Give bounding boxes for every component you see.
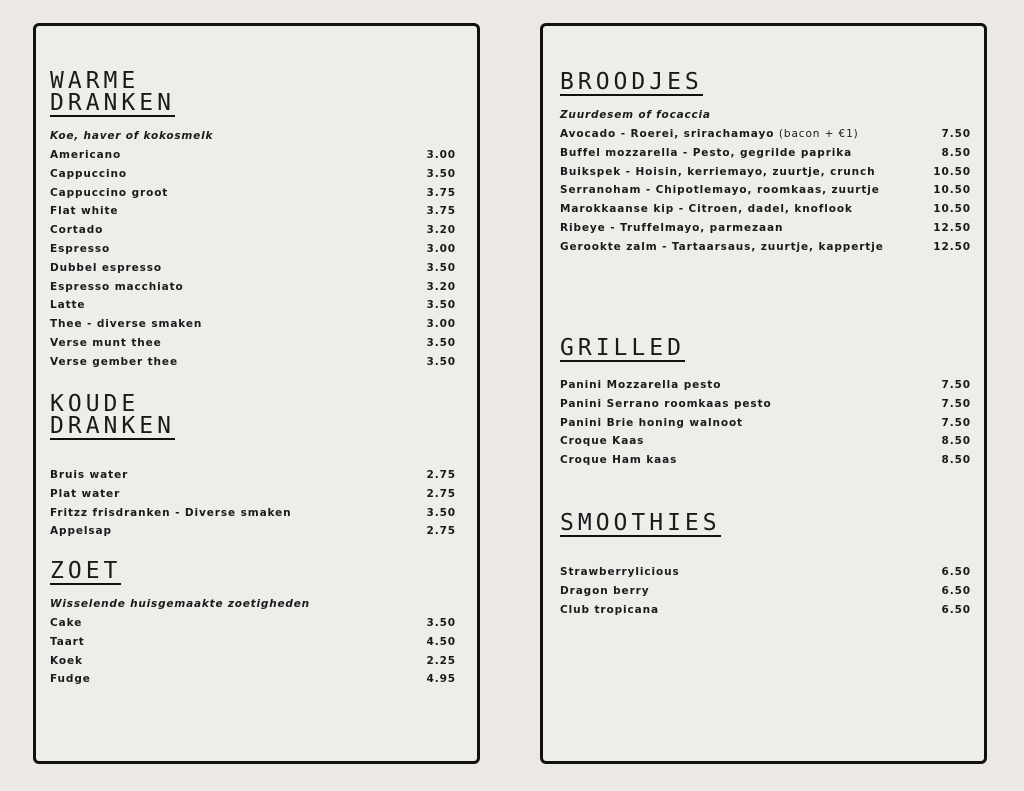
section-heading bbox=[560, 71, 703, 96]
item-name-text: Marokkaanse kip - Citroen, dadel, knoflook bbox=[560, 203, 853, 216]
item-name-text: Club tropicana bbox=[560, 603, 659, 616]
menu-item bbox=[50, 652, 456, 671]
item-price: 3.20 bbox=[426, 224, 456, 237]
item-name bbox=[560, 395, 772, 414]
section-koude-dranken bbox=[50, 393, 456, 541]
menu-item bbox=[50, 353, 456, 372]
item-price: 7.50 bbox=[941, 128, 971, 140]
item-name-text: Dubbel espresso bbox=[50, 261, 162, 274]
item-name bbox=[50, 278, 184, 297]
item-name bbox=[560, 414, 743, 433]
menu-item bbox=[560, 601, 971, 620]
menu-item bbox=[50, 240, 456, 259]
item-name bbox=[50, 504, 292, 523]
item-price: 6.50 bbox=[941, 584, 971, 597]
menu-item bbox=[50, 278, 456, 297]
item-name bbox=[50, 485, 120, 504]
item-name bbox=[560, 451, 677, 470]
item-name bbox=[50, 315, 202, 334]
item-name bbox=[560, 219, 783, 238]
item-name bbox=[560, 163, 876, 182]
item-name-text: Appelsap bbox=[50, 525, 112, 538]
item-name bbox=[50, 633, 85, 652]
item-price: 3.75 bbox=[426, 205, 456, 218]
menu-item bbox=[50, 146, 456, 165]
item-price: 3.00 bbox=[426, 318, 456, 331]
item-price: 7.50 bbox=[941, 379, 971, 391]
item-name-text: Gerookte zalm - Tartaarsaus, zuurtje, kappertje bbox=[560, 240, 884, 253]
menu-panel-right bbox=[540, 23, 987, 764]
item-name bbox=[50, 296, 85, 315]
item-name-text: Fritzz frisdranken - Diverse smaken bbox=[50, 506, 292, 519]
item-name-text: Strawberrylicious bbox=[560, 566, 680, 578]
menu-panel-left bbox=[33, 23, 480, 764]
menu-item bbox=[560, 219, 971, 238]
menu-item bbox=[560, 432, 971, 451]
menu-item bbox=[50, 221, 456, 240]
item-name bbox=[50, 466, 128, 485]
item-price: 12.50 bbox=[933, 221, 971, 234]
heading-line: ZOET bbox=[50, 558, 122, 584]
menu-item bbox=[50, 522, 456, 541]
menu-item bbox=[560, 125, 971, 144]
menu-item bbox=[50, 614, 456, 633]
section-zoet bbox=[50, 560, 456, 689]
menu-item bbox=[50, 165, 456, 184]
section-broodjes bbox=[560, 71, 971, 257]
item-list bbox=[560, 125, 971, 257]
item-price: 7.50 bbox=[941, 416, 971, 429]
item-name-text: Panini Brie honing walnoot bbox=[560, 416, 743, 429]
menu-item bbox=[50, 334, 456, 353]
item-price: 3.00 bbox=[426, 149, 456, 161]
item-name bbox=[50, 522, 112, 541]
item-name-text: Fudge bbox=[50, 673, 91, 686]
item-name bbox=[50, 146, 121, 165]
heading-line: DRANKEN bbox=[50, 413, 175, 439]
item-price: 3.75 bbox=[426, 186, 456, 199]
item-list bbox=[50, 146, 456, 372]
item-name-text: Avocado - Roerei, srirachamayo bbox=[560, 128, 775, 140]
section-subtitle: Koe, haver of kokosmelk bbox=[50, 130, 214, 142]
item-price: 4.50 bbox=[426, 635, 456, 648]
section-warme-dranken bbox=[50, 70, 456, 372]
item-name-text: Buffel mozzarella - Pesto, gegrilde paprika bbox=[560, 146, 853, 159]
section-smoothies bbox=[560, 512, 971, 619]
section-subtitle: Zuurdesem of focaccia bbox=[560, 109, 711, 121]
menu-item bbox=[50, 633, 456, 652]
heading-line: SMOOTHIES bbox=[560, 510, 721, 536]
item-price: 8.50 bbox=[941, 454, 971, 467]
item-price: 2.75 bbox=[426, 469, 456, 481]
item-price: 3.50 bbox=[426, 336, 456, 349]
menu-item bbox=[560, 582, 971, 601]
item-price: 3.50 bbox=[426, 355, 456, 368]
item-price: 10.50 bbox=[933, 203, 971, 216]
menu-item bbox=[560, 144, 971, 163]
item-name-text: Verse gember thee bbox=[50, 355, 178, 368]
section-heading bbox=[50, 70, 175, 117]
item-name-text: Americano bbox=[50, 149, 122, 161]
item-name bbox=[560, 144, 852, 163]
menu-item bbox=[560, 414, 971, 433]
section-heading bbox=[560, 337, 685, 362]
menu-item bbox=[50, 296, 456, 315]
menu-item bbox=[50, 259, 456, 278]
item-list bbox=[50, 614, 456, 689]
item-name-text: Croque Ham kaas bbox=[560, 454, 678, 467]
menu-item bbox=[50, 504, 456, 523]
item-list bbox=[50, 466, 456, 541]
item-name bbox=[560, 376, 721, 395]
item-price: 3.50 bbox=[426, 261, 456, 274]
item-name-text: Buikspek - Hoisin, kerriemayo, zuurtje, crunch bbox=[560, 165, 876, 178]
item-name-text: Croque Kaas bbox=[560, 435, 645, 448]
section-grilled bbox=[560, 337, 971, 470]
item-name-text: Plat water bbox=[50, 487, 121, 500]
item-name-text: Espresso macchiato bbox=[50, 280, 184, 293]
menu-item bbox=[50, 184, 456, 203]
item-name bbox=[50, 614, 82, 633]
item-price: 6.50 bbox=[941, 603, 971, 616]
item-price: 3.00 bbox=[426, 242, 456, 255]
item-name bbox=[560, 125, 859, 144]
item-name bbox=[50, 221, 103, 240]
item-name-text: Serranoham - Chipotlemayo, roomkaas, zuurtje bbox=[560, 184, 880, 197]
menu-item bbox=[560, 563, 971, 582]
item-name bbox=[50, 670, 91, 689]
section-heading bbox=[560, 512, 721, 537]
item-price: 10.50 bbox=[933, 165, 971, 178]
item-name-text: Panini Mozzarella pesto bbox=[560, 379, 722, 391]
heading-line: BROODJES bbox=[560, 69, 703, 95]
item-name bbox=[50, 259, 162, 278]
item-price: 3.50 bbox=[426, 167, 456, 180]
menu-item bbox=[560, 200, 971, 219]
menu-item bbox=[50, 485, 456, 504]
item-name-text: Taart bbox=[50, 635, 85, 648]
item-name-text: Flat white bbox=[50, 205, 119, 218]
item-name bbox=[560, 432, 644, 451]
menu-item bbox=[50, 466, 456, 485]
item-name bbox=[50, 353, 178, 372]
heading-line: GRILLED bbox=[560, 335, 685, 361]
item-price: 6.50 bbox=[941, 566, 971, 578]
item-name bbox=[560, 563, 680, 582]
heading-line: WARME bbox=[50, 68, 140, 94]
item-name bbox=[50, 184, 168, 203]
item-list bbox=[560, 376, 971, 470]
item-price: 12.50 bbox=[933, 240, 971, 253]
item-name-text: Koek bbox=[50, 654, 83, 667]
item-price: 7.50 bbox=[941, 397, 971, 410]
item-name-text: Cappuccino groot bbox=[50, 186, 169, 199]
menu-item bbox=[50, 670, 456, 689]
item-name-text: Espresso bbox=[50, 242, 111, 255]
menu-item bbox=[50, 202, 456, 221]
item-name-text: Bruis water bbox=[50, 469, 129, 481]
item-name-text: Cake bbox=[50, 617, 83, 629]
section-heading bbox=[50, 560, 121, 585]
item-name bbox=[50, 334, 162, 353]
item-price: 10.50 bbox=[933, 184, 971, 197]
item-name-text: Cappuccino bbox=[50, 167, 128, 180]
item-price: 8.50 bbox=[941, 435, 971, 448]
item-price: 3.50 bbox=[426, 299, 456, 312]
item-price: 8.50 bbox=[941, 146, 971, 159]
item-name bbox=[560, 601, 659, 620]
heading-line: KOUDE bbox=[50, 391, 140, 417]
item-note: (bacon + €1) bbox=[778, 128, 859, 140]
item-name bbox=[560, 582, 649, 601]
item-price: 3.20 bbox=[426, 280, 456, 293]
menu-item bbox=[560, 163, 971, 182]
heading-line: DRANKEN bbox=[50, 90, 175, 116]
item-name bbox=[50, 240, 110, 259]
item-price: 3.50 bbox=[426, 506, 456, 519]
item-price: 4.95 bbox=[426, 673, 456, 686]
item-name bbox=[50, 652, 83, 671]
item-name-text: Cortado bbox=[50, 224, 104, 237]
menu-item bbox=[560, 376, 971, 395]
item-name-text: Dragon berry bbox=[560, 584, 650, 597]
menu-item bbox=[560, 238, 971, 257]
item-name-text: Verse munt thee bbox=[50, 336, 162, 349]
item-price: 3.50 bbox=[426, 617, 456, 629]
item-name bbox=[560, 181, 880, 200]
item-name-text: Panini Serrano roomkaas pesto bbox=[560, 397, 772, 410]
section-heading bbox=[50, 393, 175, 440]
menu-item bbox=[560, 451, 971, 470]
item-price: 2.25 bbox=[426, 654, 456, 667]
menu-item bbox=[560, 181, 971, 200]
item-name bbox=[560, 238, 884, 257]
item-name-text: Thee - diverse smaken bbox=[50, 318, 203, 331]
menu-item bbox=[50, 315, 456, 334]
menu-item bbox=[560, 395, 971, 414]
item-name bbox=[50, 202, 118, 221]
item-list bbox=[560, 563, 971, 619]
item-name bbox=[50, 165, 127, 184]
section-subtitle: Wisselende huisgemaakte zoetigheden bbox=[50, 598, 310, 610]
item-name-text: Ribeye - Truffelmayo, parmezaan bbox=[560, 221, 784, 234]
item-price: 2.75 bbox=[426, 487, 456, 500]
item-name-text: Latte bbox=[50, 299, 86, 312]
item-name bbox=[560, 200, 853, 219]
item-price: 2.75 bbox=[426, 525, 456, 538]
